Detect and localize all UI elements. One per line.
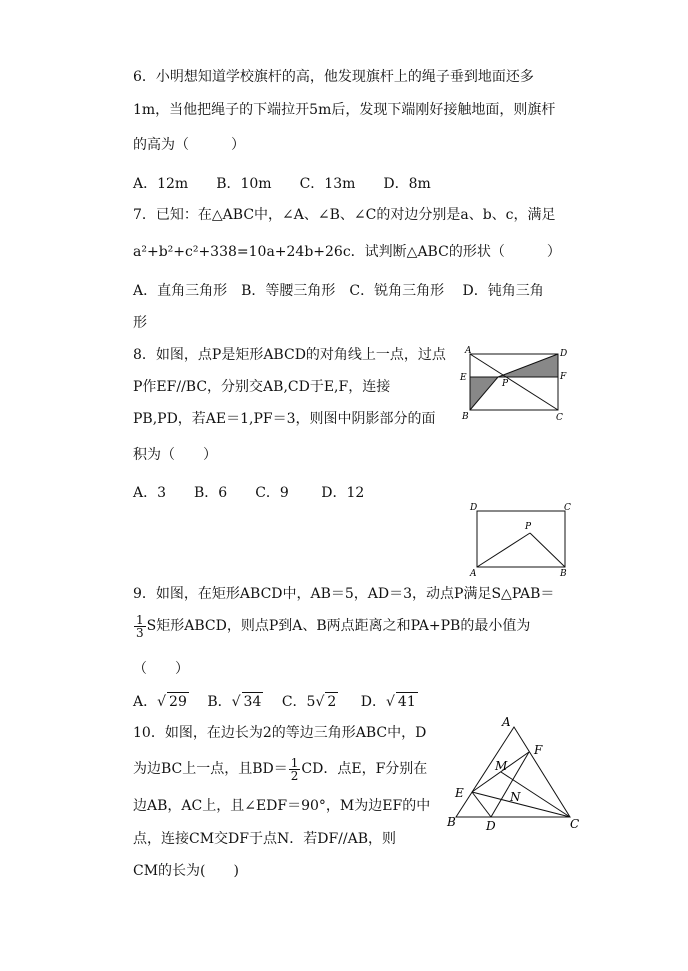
q10-label-C: C <box>570 817 580 831</box>
q7-text-line2: a²+b²+c²+338=10a+24b+26c．试判断△ABC的形状（ ） <box>133 244 561 260</box>
q6-text-line2: 1m，当他把绳子的下端拉开5m后，发现下端刚好接触地面，则旗杆 <box>133 102 556 118</box>
q10-label-A: A <box>502 715 511 729</box>
q9-text-line1: 9．如图，在矩形ABCD中，AB＝5，AD＝3，动点P满足S△PAB＝ <box>133 586 555 602</box>
q9-option-a: A．√ 29 <box>133 694 187 710</box>
q8-label-C: C <box>556 413 563 423</box>
q8-label-E: E <box>460 373 467 383</box>
q9-options <box>133 692 418 711</box>
q10-text-line3: 边AB，AC上，且∠EDF＝90°，M为边EF的中 <box>133 798 431 814</box>
q10-figure <box>446 712 586 840</box>
q7-options-continued: 形 <box>133 315 147 331</box>
q8-label-P: P <box>502 379 509 389</box>
q6-options: A．12m B．10m C．13m D．8m <box>133 176 431 192</box>
q9-figure <box>466 500 576 582</box>
q10-text-line4: 点，连接CM交DF于点N．若DF//AB，则 <box>133 831 397 847</box>
q10-fraction: $\frac{1}{2}$ <box>290 755 299 783</box>
q6-text-line1: 6．小明想知道学校旗杆的高，他发现旗杆上的绳子垂到地面还多 <box>133 69 534 85</box>
q9-option-c: C．5√ 2 <box>281 694 337 710</box>
q10-label-M: M <box>495 759 508 773</box>
q10-text-line2: 为边BC上一点，且BD＝ $\frac{1}{2}$ CD．点E，F分别在 <box>133 755 428 783</box>
q8-text-line1: 8．如图，点P是矩形ABCD的对角线上一点，过点 <box>133 347 446 363</box>
q7-text-line1: 7．已知：在△ABC中，∠A、∠B、∠C的对边分别是a、b、c，满足 <box>133 207 556 223</box>
q9-option-b: B．√ 34 <box>207 694 262 710</box>
q10-text-line5: CM的长为( ) <box>133 863 239 879</box>
q9-label-D: D <box>470 503 478 513</box>
q10-line-EC <box>472 792 570 817</box>
q9-label-B: B <box>560 569 567 578</box>
q10-text-line1: 10．如图，在边长为2的等边三角形ABC中，D <box>133 725 427 741</box>
q8-label-F: F <box>560 372 567 382</box>
q9-line-PA <box>477 533 530 567</box>
q10-label-B: B <box>447 815 456 829</box>
q10-label-N: N <box>510 790 521 804</box>
q7-options: A．直角三角形 B．等腰三角形 C．锐角三角形 D．钝角三角 <box>133 283 544 299</box>
q8-text-line2: P作EF//BC，分别交AB,CD于E,F，连接 <box>133 379 391 395</box>
q9-label-A: A <box>470 569 477 578</box>
q8-options: A．3 B．6 C．9 D．12 <box>133 485 365 501</box>
q9-option-d: D．√ 41 <box>360 694 416 710</box>
q8-label-A: A <box>465 346 472 356</box>
q8-figure <box>456 344 576 428</box>
q8-text-line3: PB,PD，若AE＝1,PF＝3，则图中阴影部分的面 <box>133 411 436 427</box>
q8-label-B: B <box>462 412 469 422</box>
q10-label-F: F <box>534 743 543 757</box>
q9-text-line3: （ ） <box>133 661 189 677</box>
q9-label-C: C <box>564 503 571 513</box>
q10-label-E: E <box>455 786 464 800</box>
q9-text-line2: $\frac{1}{3}$ S矩形ABCD，则点P到A、B两点距离之和PA+PB的最小值为 <box>136 612 531 640</box>
q9-line-PB <box>530 533 565 567</box>
q9-fraction: $\frac{1}{3}$ <box>136 612 144 640</box>
q8-text-line4: 积为（ ） <box>133 447 217 463</box>
q10-label-D: D <box>486 819 496 833</box>
q6-text-line3: 的高为（ ） <box>133 137 245 153</box>
q8-label-D: D <box>560 349 568 359</box>
q9-label-P: P <box>525 522 532 532</box>
